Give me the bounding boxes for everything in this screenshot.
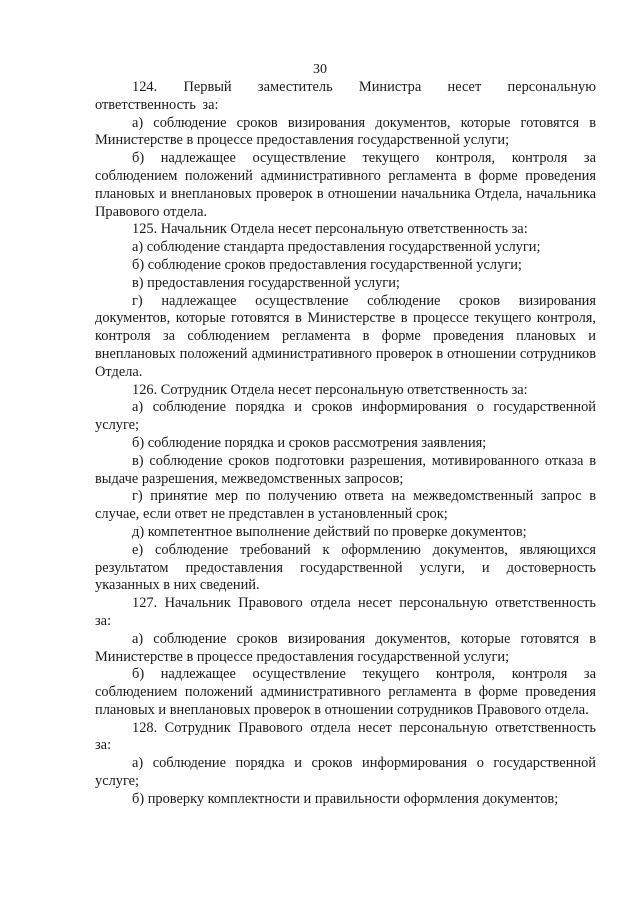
paragraph-126-heading: 126. Сотрудник Отдела несет персональную ответственность за: bbox=[132, 381, 528, 398]
paragraph-128-a: а) соблюдение порядка и сроков информирования о государственной услуге; bbox=[95, 755, 596, 790]
paragraph-125-a: а) соблюдение стандарта предоставления государственной услуги; bbox=[132, 239, 541, 256]
paragraph-124-b: б) надлежащее осуществление текущего контроля, контроля за соблюдением положений административного регламента в форме проведения плановых и внеплановых проверок в отношении начальника Отдела, начальника Правового отдела. bbox=[95, 150, 596, 220]
paragraph-126-v: в) соблюдение сроков подготовки разрешения, мотивированного отказа в выдаче разрешения, межведомственных запросов; bbox=[95, 452, 596, 487]
page-number: 30 bbox=[313, 62, 327, 77]
paragraph-124-heading: 124. Первый заместитель Министра несет персональную ответственность за: bbox=[95, 79, 596, 113]
paragraph-128-b: б) проверку комплектности и правильности оформления документов; bbox=[132, 790, 559, 807]
document-body bbox=[95, 79, 596, 809]
paragraph-125-v: в) предоставления государственной услуги; bbox=[132, 274, 400, 291]
paragraph-126-b: б) соблюдение порядка и сроков рассмотрения заявления; bbox=[132, 434, 487, 451]
paragraph-127-b: б) надлежащее осуществление текущего контроля, контроля за соблюдением положений административного регламента в форме проведения плановых и внеплановых проверок в отношении сотрудников Правового отдела. bbox=[95, 666, 596, 718]
paragraph-125-heading: 125. Начальник Отдела несет персональную ответственность за: bbox=[132, 221, 528, 238]
paragraph-127-heading: 127. Начальник Правового отдела несет персональную ответственность за: bbox=[95, 595, 596, 629]
paragraph-126-g: г) принятие мер по получению ответа на межведомственный запрос в случае, если ответ не представлен в установленный срок; bbox=[95, 488, 596, 523]
paragraph-127-a: а) соблюдение сроков визирования документов, которые готовятся в Министерстве в процессе предоставления государственной услуги; bbox=[95, 630, 596, 665]
paragraph-125-g: г) надлежащее осуществление соблюдение сроков визирования документов, которые готовятся в Министерстве в процессе текущего контроля, контроля за соблюдением регламента в форме проведения плановых и внеплановых положений административного проверок в отношении сотрудников Отдела. bbox=[95, 292, 596, 380]
paragraph-125-b: б) соблюдение сроков предоставления государственной услуги; bbox=[132, 256, 522, 273]
paragraph-126-d: д) компетентное выполнение действий по проверке документов; bbox=[132, 523, 527, 540]
paragraph-126-a: а) соблюдение порядка и сроков информирования о государственной услуге; bbox=[95, 399, 596, 434]
paragraph-128-heading: 128. Сотрудник Правового отдела несет персональную ответственность за: bbox=[95, 719, 596, 754]
paragraph-126-e: е) соблюдение требований к оформлению документов, являющихся результатом предоставления государственной услуги, и достоверность указанных в них сведений. bbox=[95, 541, 596, 594]
paragraph-124-a: а) соблюдение сроков визирования документов, которые готовятся в Министерстве в процессе предоставления государственной услуги; bbox=[95, 114, 596, 149]
